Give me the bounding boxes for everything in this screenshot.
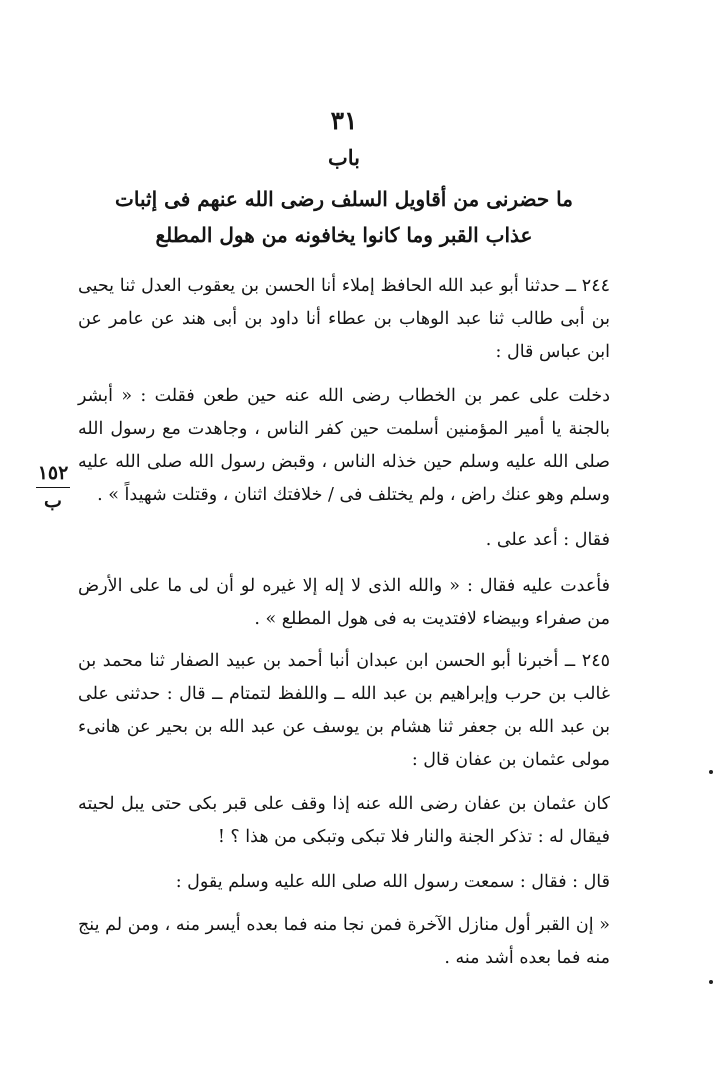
paragraph-hadith-quote: « إن القبر أول منازل الآخرة فمن نجا منه فما بعده أيسر منه ، ومن لم ينج منه فما بعده أشد منه .: [78, 915, 610, 968]
chapter-number: ٣١: [330, 106, 358, 135]
paragraph-uthman-said: قال : فقال : سمعت رسول الله صلى الله عليه وسلم يقول :: [175, 872, 610, 892]
chapter-title-line-1: ما حضرنى من أقاويل السلف رضى الله عنهم فى إثبات: [115, 187, 573, 211]
paragraph-repeat-request: فقال : أعد على .: [485, 530, 610, 550]
paragraph-uthman-weeping: كان عثمان بن عفان رضى الله عنه إذا وقف على قبر بكى حتى يبل لحيته فيقال له : تذكر الجنة والنار فلا تبكى وتبكى من هذا ؟ !: [78, 794, 610, 847]
chapter-title: [78, 181, 610, 253]
folio-side: ب: [44, 490, 62, 512]
chapter-title-line-2: عذاب القبر وما كانوا يخافونه من هول المطلع: [155, 223, 533, 247]
paragraph-hadith-244-isnad: ٢٤٤ ــ حدثنا أبو عبد الله الحافظ إملاء أنا الحسن بن يعقوب العدل ثنا يحيى بن أبى طالب ثنا عبد الوهاب بن عطاء أنا داود بن أبى هند عن عامر عن ابن عباس قال :: [78, 276, 610, 362]
paragraph-umar-reply: فأعدت عليه فقال : « والله الذى لا إله إلا غيره لو أن لى ما على الأرض من صفراء وبيضاء لافتديت به فى هول المطلع » .: [78, 576, 610, 629]
folio-number: ١٥٢: [36, 460, 70, 488]
chapter-label: باب: [327, 145, 360, 170]
scan-speck: [709, 980, 713, 984]
paragraph-hadith-245-isnad: ٢٤٥ ــ أخبرنا أبو الحسن ابن عبدان أنبا أحمد بن عبيد الصفار ثنا محمد بن غالب بن حرب وإبراهيم بن عبد الله ــ واللفظ لتمتام ــ قال : حدثنى على بن عبد الله بن جعفر ثنا هشام بن يوسف عن عبد الله بن بحير عن هانىء مولى عثمان بن عفان قال :: [78, 651, 610, 770]
paragraph-hadith-244-text: دخلت على عمر بن الخطاب رضى الله عنه حين طعن فقلت : « أبشر بالجنة يا أمير المؤمنين أسلمت حين كفر الناس ، وجاهدت مع رسول الله صلى الله عليه وسلم حين خذله الناس ، وقبض رسول الله صلى الله عليه وسلم وهو عنك راض ، ولم يختلف فى / خلافتك اثنان ، وقتلت شهيداً » .: [78, 386, 610, 505]
scan-speck: [709, 770, 713, 774]
folio-margin-note: [36, 460, 70, 514]
